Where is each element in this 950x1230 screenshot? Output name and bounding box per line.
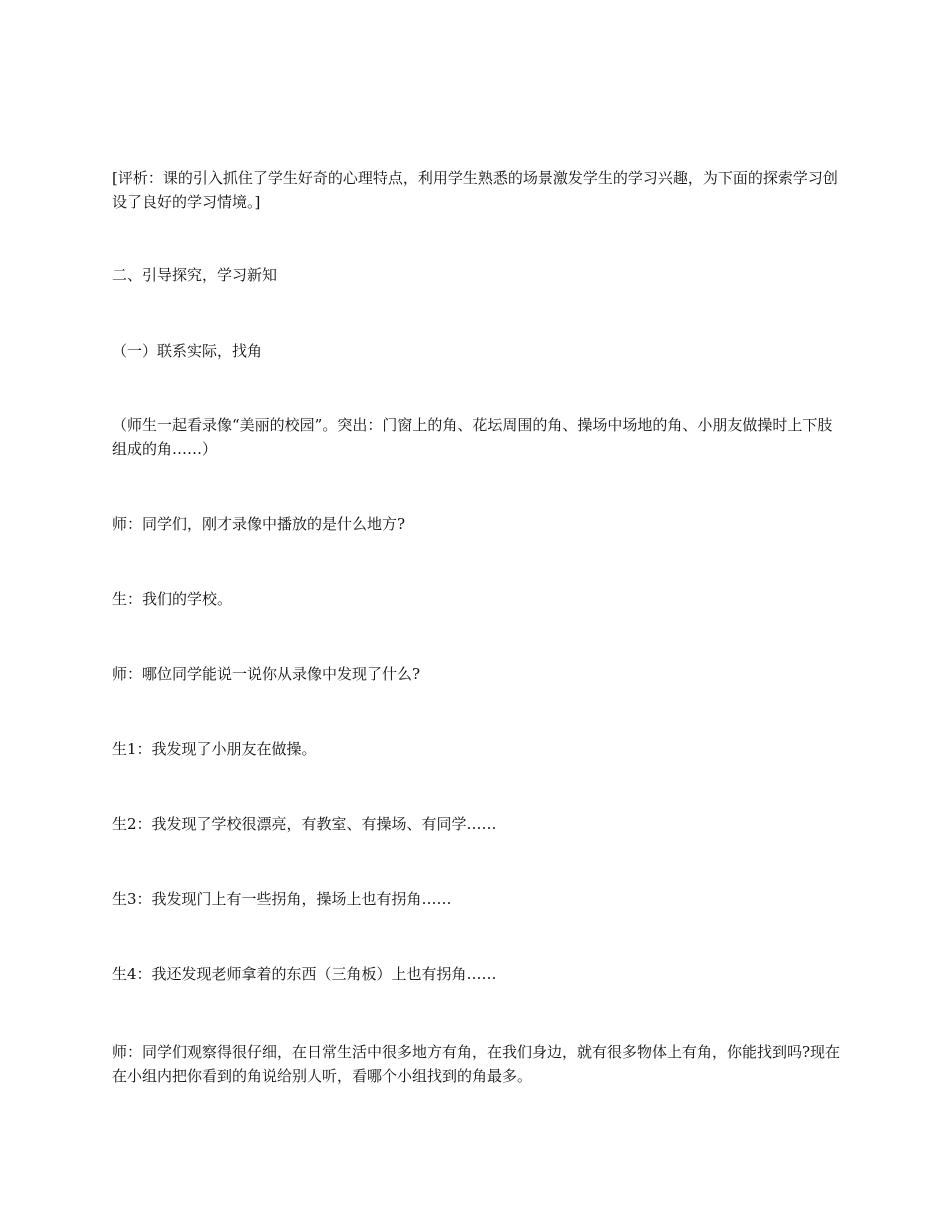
stage-direction-paragraph: （师生一起看录像“美丽的校园”。突出：门窗上的角、花坛周围的角、操场中场地的角、小朋友做操时上下肢组成的角……）: [112, 416, 833, 458]
dialogue-line: 生4：我还发现老师拿着的东西（三角板）上也有拐角……: [112, 965, 497, 983]
dialogue-line: 师：同学们，刚才录像中播放的是什么地方?: [112, 515, 406, 533]
dialogue-line: 生1：我发现了小朋友在做操。: [112, 740, 317, 758]
dialogue-line: 生3：我发现门上有一些拐角，操场上也有拐角……: [112, 890, 452, 908]
review-note-paragraph: [评析：课的引入抓住了学生好奇的心理特点，利用学生熟悉的场景激发学生的学习兴趣，为下面的探索学习创设了良好的学习情境。]: [112, 169, 838, 211]
dialogue-line: 生：我们的学校。: [112, 590, 233, 608]
dialogue-line: 师：同学们观察得很仔细，在日常生活中很多地方有角，在我们身边，就有很多物体上有角，你能找到吗?现在在小组内把你看到的角说给别人听，看哪个小组找到的角最多。: [112, 1043, 841, 1085]
section-heading: 二、引导探究，学习新知: [112, 266, 278, 284]
subsection-heading: （一）联系实际，找角: [112, 342, 263, 360]
dialogue-line: 生2：我发现了学校很漂亮，有教室、有操场、有同学……: [112, 815, 497, 833]
dialogue-line: 师：哪位同学能说一说你从录像中发现了什么?: [112, 665, 421, 683]
